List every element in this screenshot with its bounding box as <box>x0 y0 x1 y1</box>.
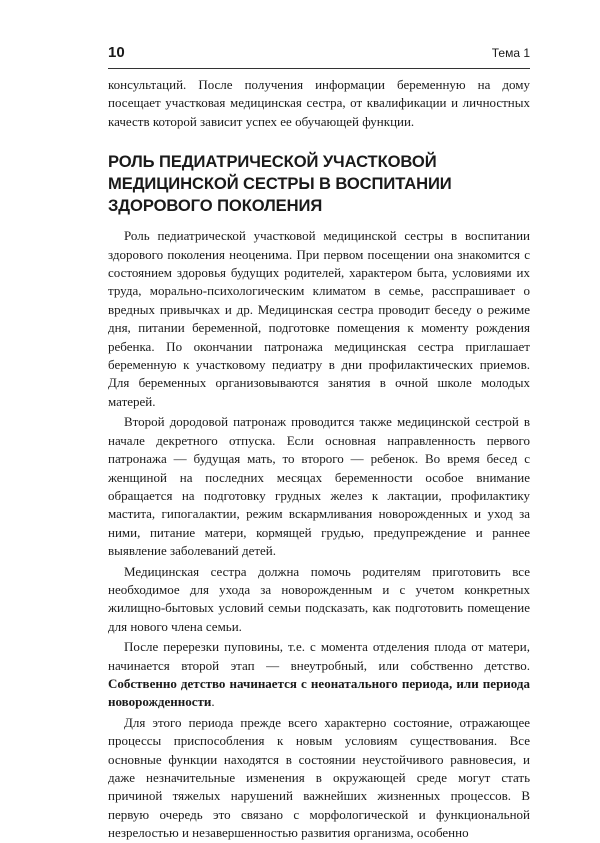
paragraph-4-end: . <box>211 694 215 710</box>
paragraph-4-text: После перерезки пуповины, т.е. с момента отделения плода от матери, начинается второй этап — внеутробный, или собственно детство. <box>108 639 530 673</box>
paragraph-4-bold-text: Собственно детство начинается с неонатального периода, или периода новорожденности <box>108 675 530 710</box>
paragraph-3: Медицинская сестра должна помочь родителям приготовить все необходимое для ухода за новорожденным и с учетом конкретных жилищно-бытовых условий семьи подсказать, как подготовить помещение для нового члена семьи. <box>108 563 530 634</box>
page-number: 10 <box>108 44 125 61</box>
paragraph-1: Роль педиатрической участковой медицинской сестры в воспитании здорового поколения неоценима. При первом посещении она знакомится с состоянием здоровья будущих родителей, характером быта, условиями их труда, морально-психологическим климатом в семье, расспрашивает о вредных привычках и др. Медицинская сестра проводит беседу о режиме дня, питании беременной, подготовке помещения к моменту рождения ребенка. По окончании патронажа медицинская сестра приглашает беременную к участковому педиатру в дни профилактических приемов. Для беременных организовываются занятия в очной школе молодых матерей. <box>108 228 530 409</box>
intro-paragraph: консультаций. После получения информации беременную на дому посещает участковая медицинская сестра, от квалификации и личностных качеств которой зависит успех ее обучающей функции. <box>108 77 530 129</box>
paragraph-2: Второй дородовой патронаж проводится также медицинской сестрой в начале декретного отпуска. Если основная направленность первого патронажа — будущая мать, то второго — ребенок. Во время бесед с женщиной на последних месяцах беременности особое внимание обращается на подготовку грудных желез к лактации, профилактику мастита, гипогалактии, режим вскармливания новорожденных и уход за ними, питание матери, кормящей грудью, предупреждение и раннее выявление заболеваний детей. <box>108 414 530 559</box>
running-header <box>108 44 530 69</box>
section-label: Тема 1 <box>491 46 530 60</box>
paragraph-4 <box>108 638 530 712</box>
section-heading: РОЛЬ ПЕДИАТРИЧЕСКОЙ УЧАСТКОВОЙ МЕДИЦИНСКОЙ СЕСТРЫ В ВОСПИТАНИИ ЗДОРОВОГО ПОКОЛЕНИЯ <box>108 152 452 216</box>
paragraph-5: Для этого периода прежде всего характерно состояние, отражающее процессы приспособления к новым условиям существования. Все основные функции находятся в состоянии неустойчивого равновесия, и даже незначительные изменения в окружающей среде могут стать причиной тяжелых нарушений важнейших жизненных процессов. В первую очередь это связано с морфологической и функциональной незрелостью и незавершенностью развития организма, особенно <box>108 714 530 841</box>
body-text <box>108 76 530 843</box>
